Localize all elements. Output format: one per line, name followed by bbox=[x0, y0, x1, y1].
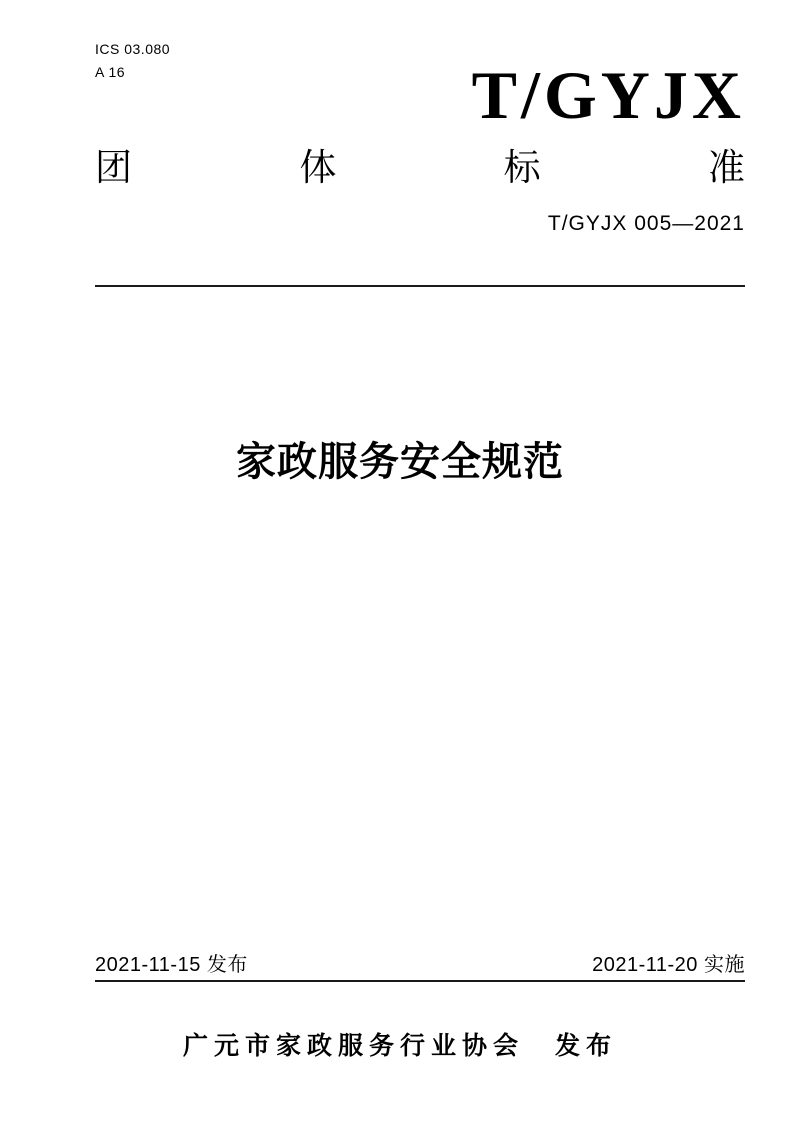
header-divider bbox=[95, 285, 745, 287]
class-code: A 16 bbox=[95, 64, 126, 80]
organization-code: T/GYJX bbox=[471, 57, 745, 133]
doc-type-char: 团 bbox=[95, 147, 132, 188]
doc-type-char: 标 bbox=[503, 147, 541, 188]
document-type-row bbox=[95, 148, 745, 189]
issue-date: 2021-11-15 发布 bbox=[95, 954, 248, 976]
dates-row bbox=[95, 948, 745, 977]
document-title: 家政服务安全规范 bbox=[236, 440, 564, 484]
standard-number: T/GYJX 005—2021 bbox=[547, 212, 745, 235]
implement-date: 2021-11-20 实施 bbox=[592, 954, 745, 976]
footer-divider bbox=[95, 980, 745, 982]
classification-block bbox=[95, 38, 170, 84]
publisher-line: 广元市家政服务行业协会 发布 bbox=[182, 1032, 617, 1060]
doc-type-char: 准 bbox=[707, 147, 745, 188]
doc-type-char: 体 bbox=[299, 147, 337, 188]
ics-code: ICS 03.080 bbox=[95, 41, 171, 57]
